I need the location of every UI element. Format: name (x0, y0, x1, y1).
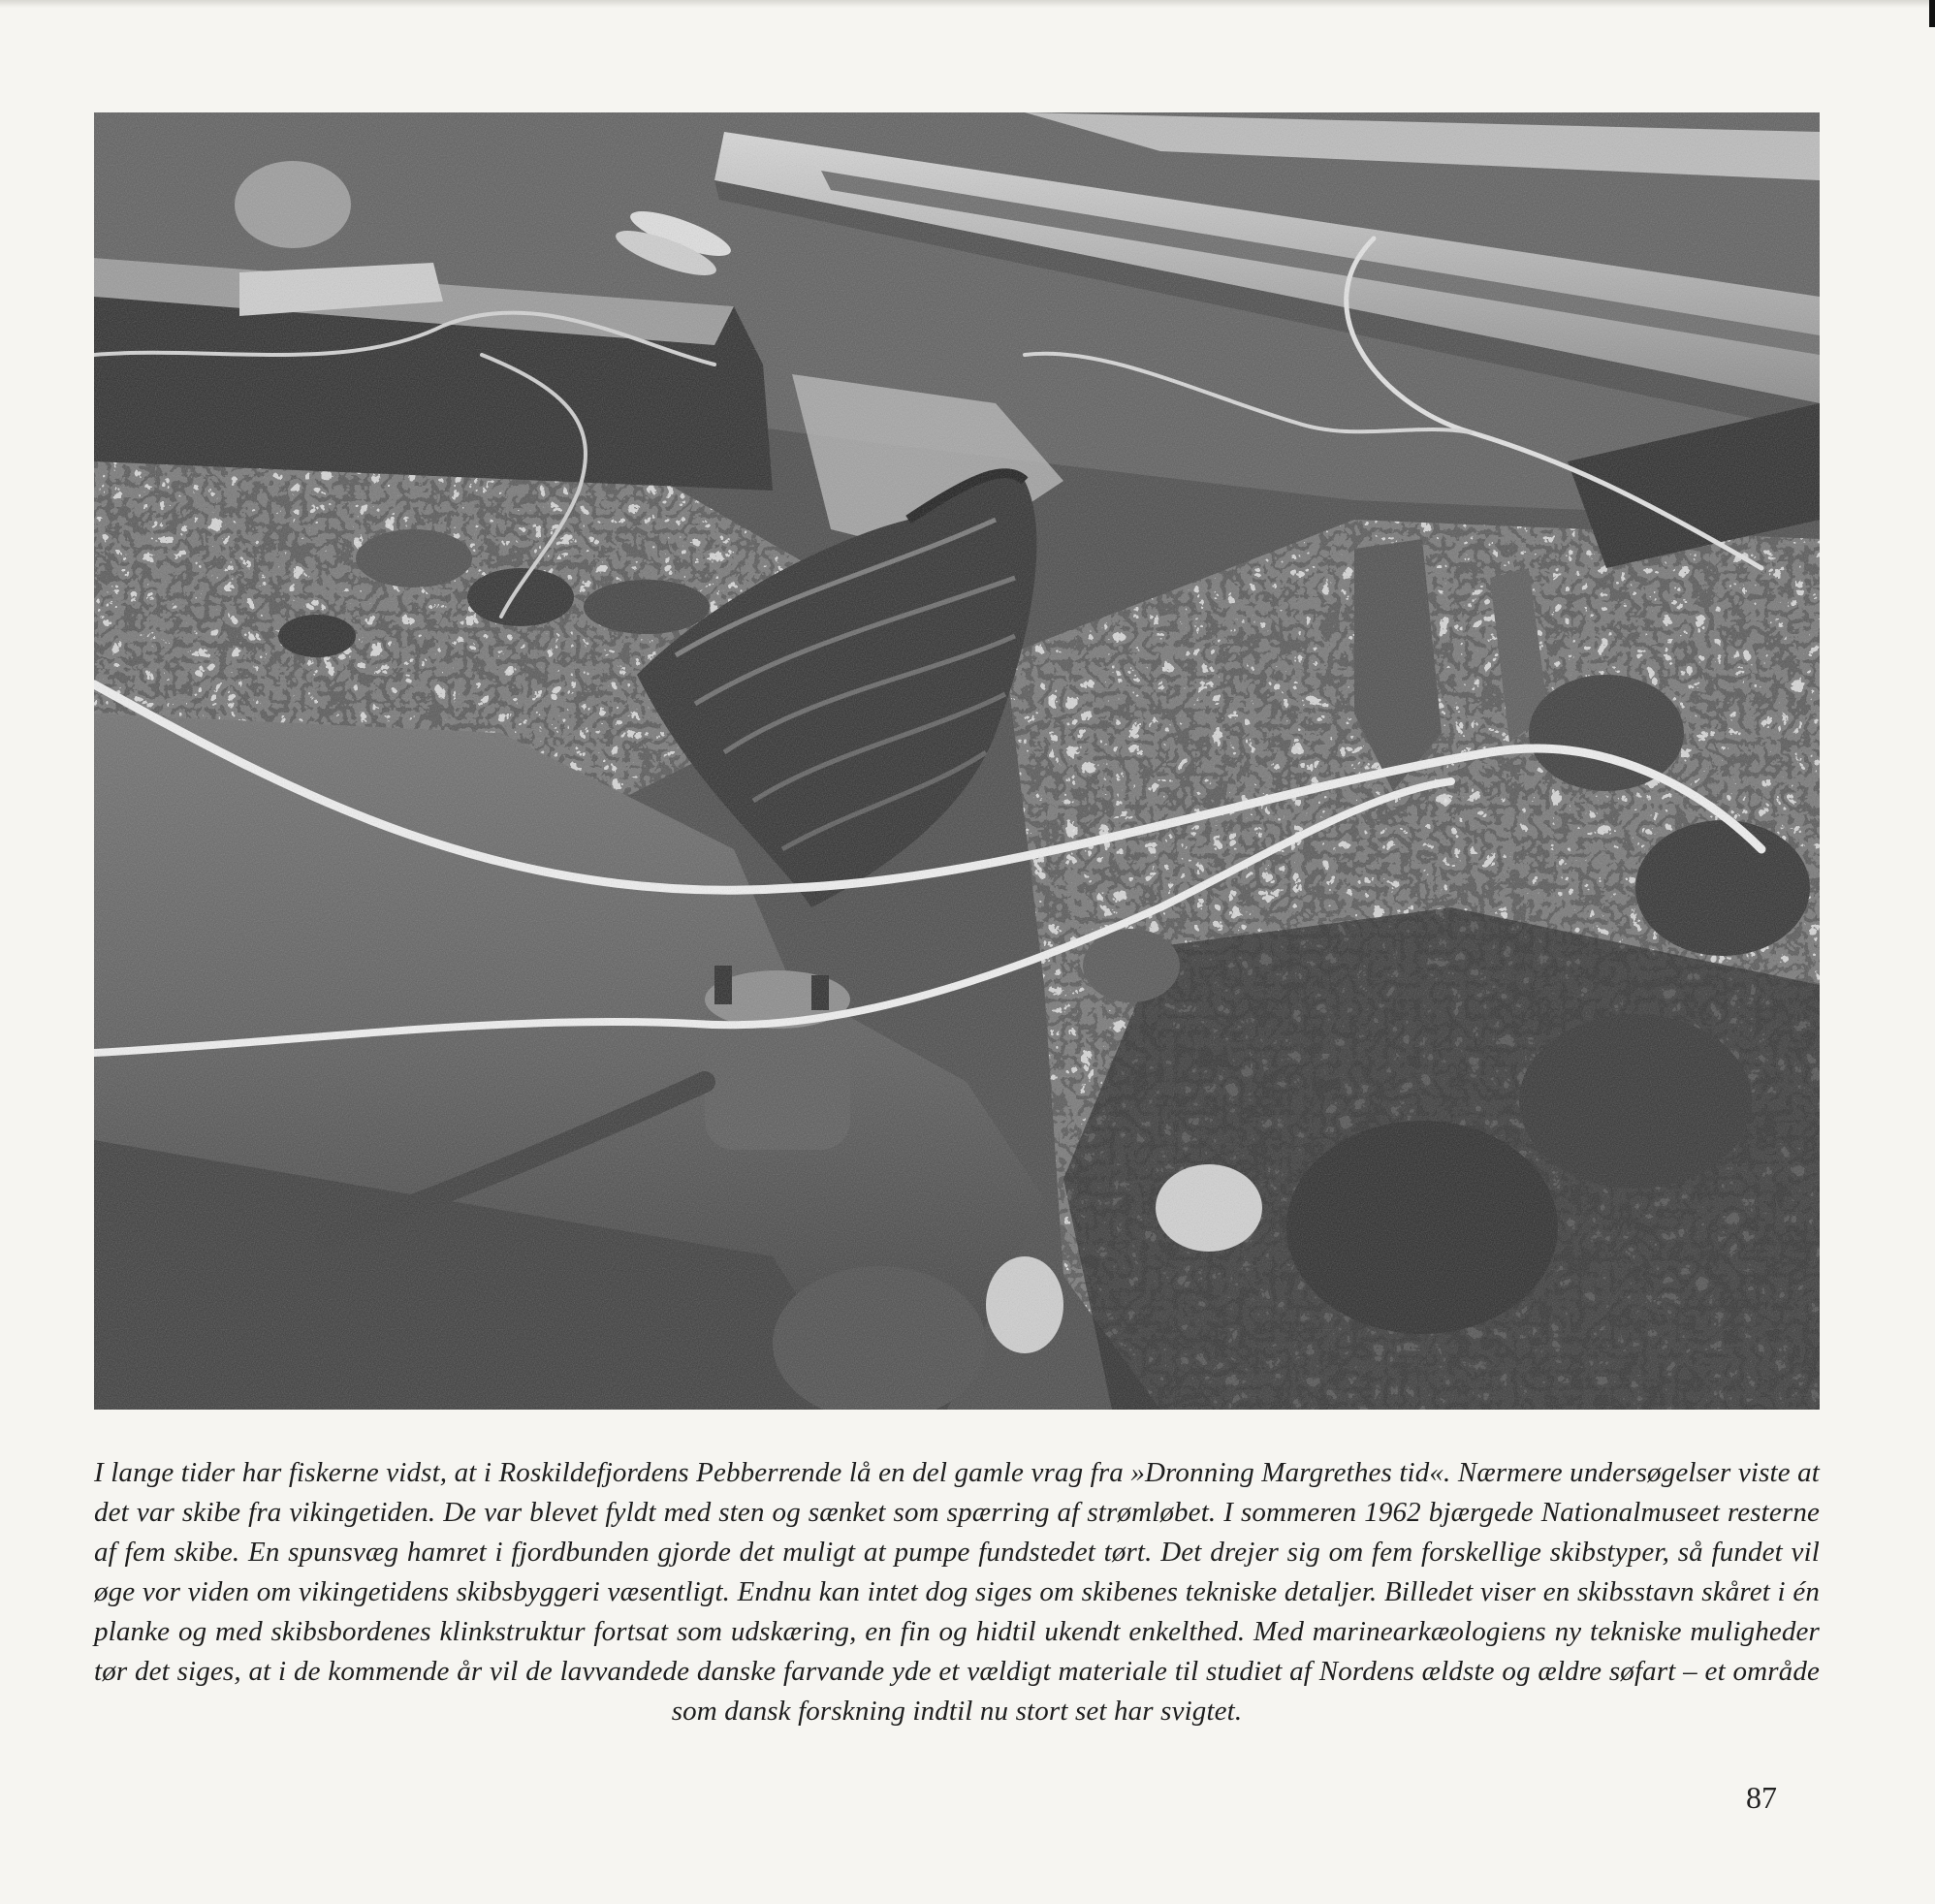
scan-edge (0, 0, 1935, 8)
scan-corner-mark (1929, 0, 1935, 27)
excavation-photograph (94, 112, 1820, 1410)
photo-caption: I lange tider har fiskerne vidst, at i Roskildefjordens Pebberrende lå en del gamle vrag fra »Dronning Margrethes tid«. Nærmere undersøgelser viste at det var skibe fra vikingetiden. De var blevet fyldt med sten og sænket som spærring af strømløbet. I sommeren 1962 bjærgede Nationalmuseet resterne af fem skibe. En spunsvæg hamret i fjordbunden gjorde det muligt at pumpe fundstedet tørt. Det drejer sig om fem forskellige skibstyper, så fundet vil øge vor viden om vikingetidens skibsbyggeri væsentligt. Endnu kan intet dog siges om skibenes tekniske detaljer. Billedet viser en skibsstavn skåret i én planke og med skibsbordenes klinkstruktur fortsat som udskæring, en fin og hidtil ukendt enkelthed. Med marinearkæologiens ny tekniske muligheder tør det siges, at i de kommende år vil de lavvandede danske farvande yde et vældigt materiale til studiet af Nordens ældste og ældre søfart – et område som dansk forskning indtil nu stort set har svigtet. (94, 1457, 1820, 1727)
page-number: 87 (1746, 1780, 1777, 1815)
